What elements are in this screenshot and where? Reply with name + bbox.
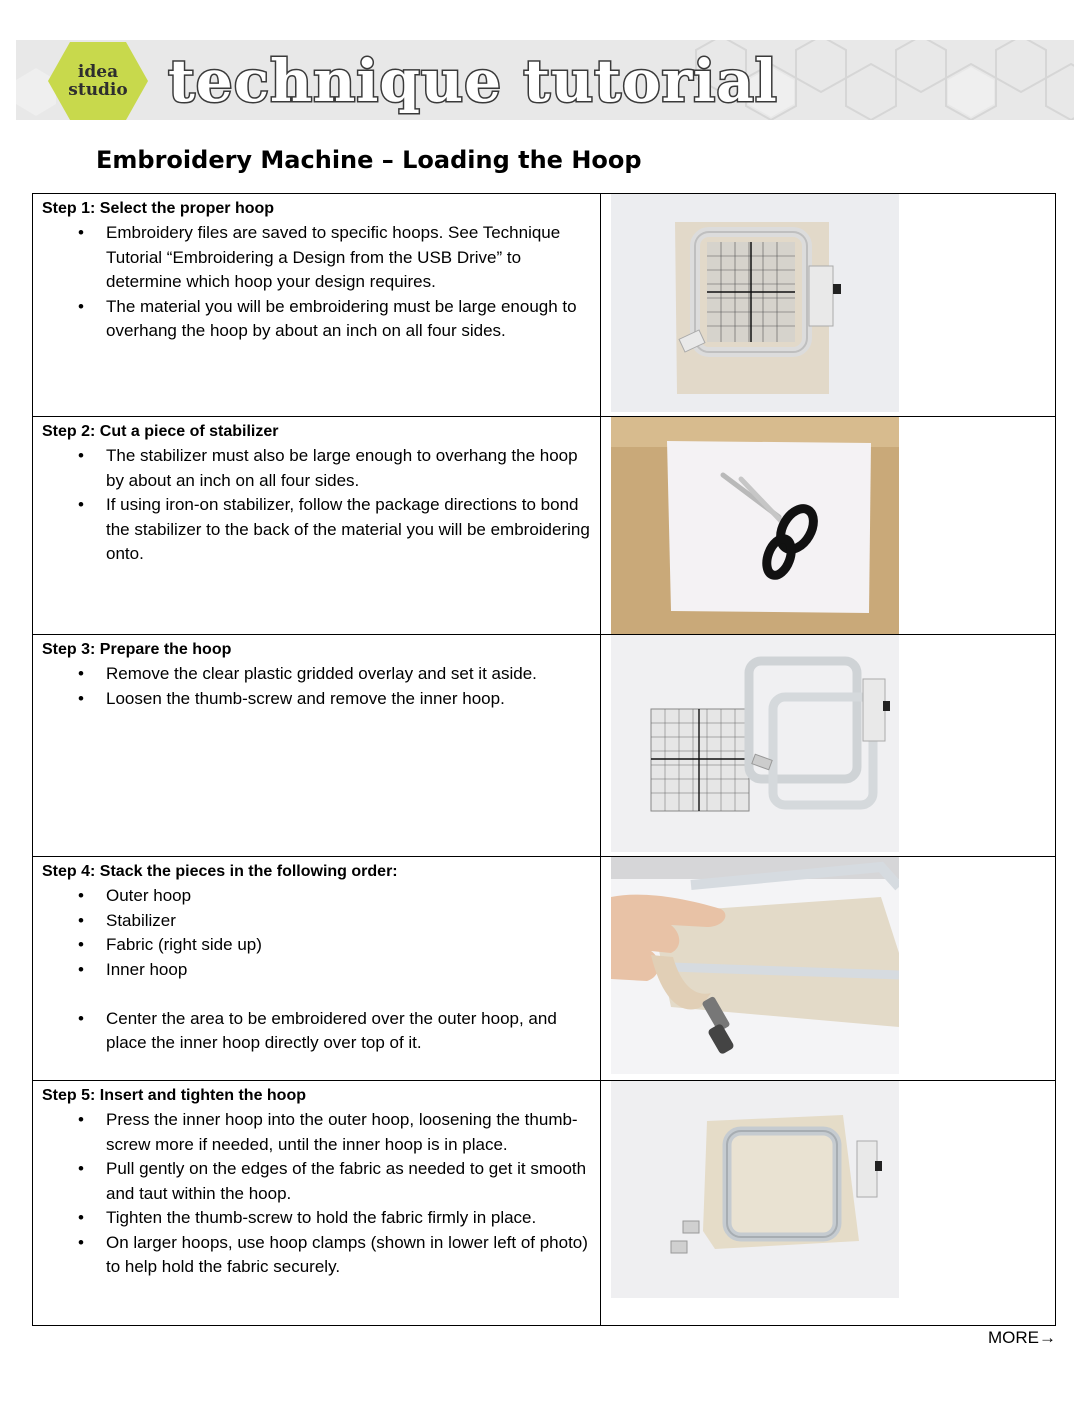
hoop-with-grid-overlay-photo <box>611 194 899 412</box>
banner-title: technique tutorial <box>168 47 778 115</box>
list-item: • Loosen the thumb-screw and remove the inner hoop. <box>42 687 592 712</box>
list-item: • The stabilizer must also be large enough to overhang the hoop by about an inch on all four sides. <box>42 444 592 493</box>
step-2-heading: Step 2: Cut a piece of stabilizer <box>42 423 279 440</box>
list-item: • Pull gently on the edges of the fabric as needed to get it smooth and taut within the hoop. <box>42 1157 592 1206</box>
step-row-3 <box>33 635 1055 857</box>
list-item: • Remove the clear plastic gridded overlay and set it aside. <box>42 662 592 687</box>
step-1-text-cell <box>33 194 601 416</box>
step-3-text-cell <box>33 635 601 856</box>
step-2-text-cell <box>33 417 601 634</box>
scissors-on-stabilizer-photo <box>611 417 899 634</box>
step-row-1 <box>33 194 1055 417</box>
list-item: • Inner hoop <box>42 958 592 983</box>
list-item: • Outer hoop <box>42 884 592 909</box>
step-4-photo-cell <box>601 857 1055 1080</box>
step-5-photo-cell <box>601 1081 1055 1325</box>
step-3-photo-cell <box>601 635 1055 856</box>
step-5-heading: Step 5: Insert and tighten the hoop <box>42 1087 306 1104</box>
step-2-photo-cell <box>601 417 1055 634</box>
list-item: • Fabric (right side up) <box>42 933 592 958</box>
step-5-text-cell <box>33 1081 601 1325</box>
steps-table <box>32 193 1056 1326</box>
list-item: • If using iron-on stabilizer, follow the package directions to bond the stabilizer to the back of the material you will be embroidering onto. <box>42 493 592 567</box>
more-link[interactable]: MORE→ <box>988 1328 1056 1347</box>
step-2-bullets <box>42 444 592 567</box>
step-1-photo-cell <box>601 194 1055 416</box>
step-1-bullets <box>42 221 592 344</box>
step-row-4 <box>33 857 1055 1081</box>
step-3-bullets <box>42 662 592 711</box>
page-title: Embroidery Machine – Loading the Hoop <box>96 146 642 174</box>
hooped-fabric-photo <box>611 1081 899 1298</box>
list-item: • Tighten the thumb-screw to hold the fabric firmly in place. <box>42 1206 592 1231</box>
step-row-2 <box>33 417 1055 635</box>
idea-studio-logo <box>46 40 150 120</box>
list-item: • Center the area to be embroidered over the outer hoop, and place the inner hoop directly over top of it. <box>42 1007 592 1056</box>
step-row-5 <box>33 1081 1055 1325</box>
list-item: • Stabilizer <box>42 909 592 934</box>
stacking-hoop-photo <box>611 857 899 1074</box>
list-item: • Press the inner hoop into the outer hoop, loosening the thumb-screw more if needed, until the inner hoop is in place. <box>42 1108 592 1157</box>
step-4-heading: Step 4: Stack the pieces in the following order: <box>42 863 398 880</box>
list-item: • On larger hoops, use hoop clamps (shown in lower left of photo) to help hold the fabric securely. <box>42 1231 592 1280</box>
step-4-bullets <box>42 884 592 1056</box>
separated-hoop-parts-photo <box>611 635 899 852</box>
list-item: • The material you will be embroidering must be large enough to overhang the hoop by about an inch on all four sides. <box>42 295 592 344</box>
step-3-heading: Step 3: Prepare the hoop <box>42 641 232 658</box>
step-5-bullets <box>42 1108 592 1280</box>
step-1-heading: Step 1: Select the proper hoop <box>42 200 275 217</box>
header-banner <box>16 40 1074 120</box>
logo-line-2: studio <box>68 80 128 100</box>
list-item: • Embroidery files are saved to specific hoops. See Technique Tutorial “Embroidering a Design from the USB Drive” to determine which hoop your design requires. <box>42 221 592 295</box>
logo-line-1: idea <box>77 62 119 82</box>
step-4-text-cell <box>33 857 601 1080</box>
